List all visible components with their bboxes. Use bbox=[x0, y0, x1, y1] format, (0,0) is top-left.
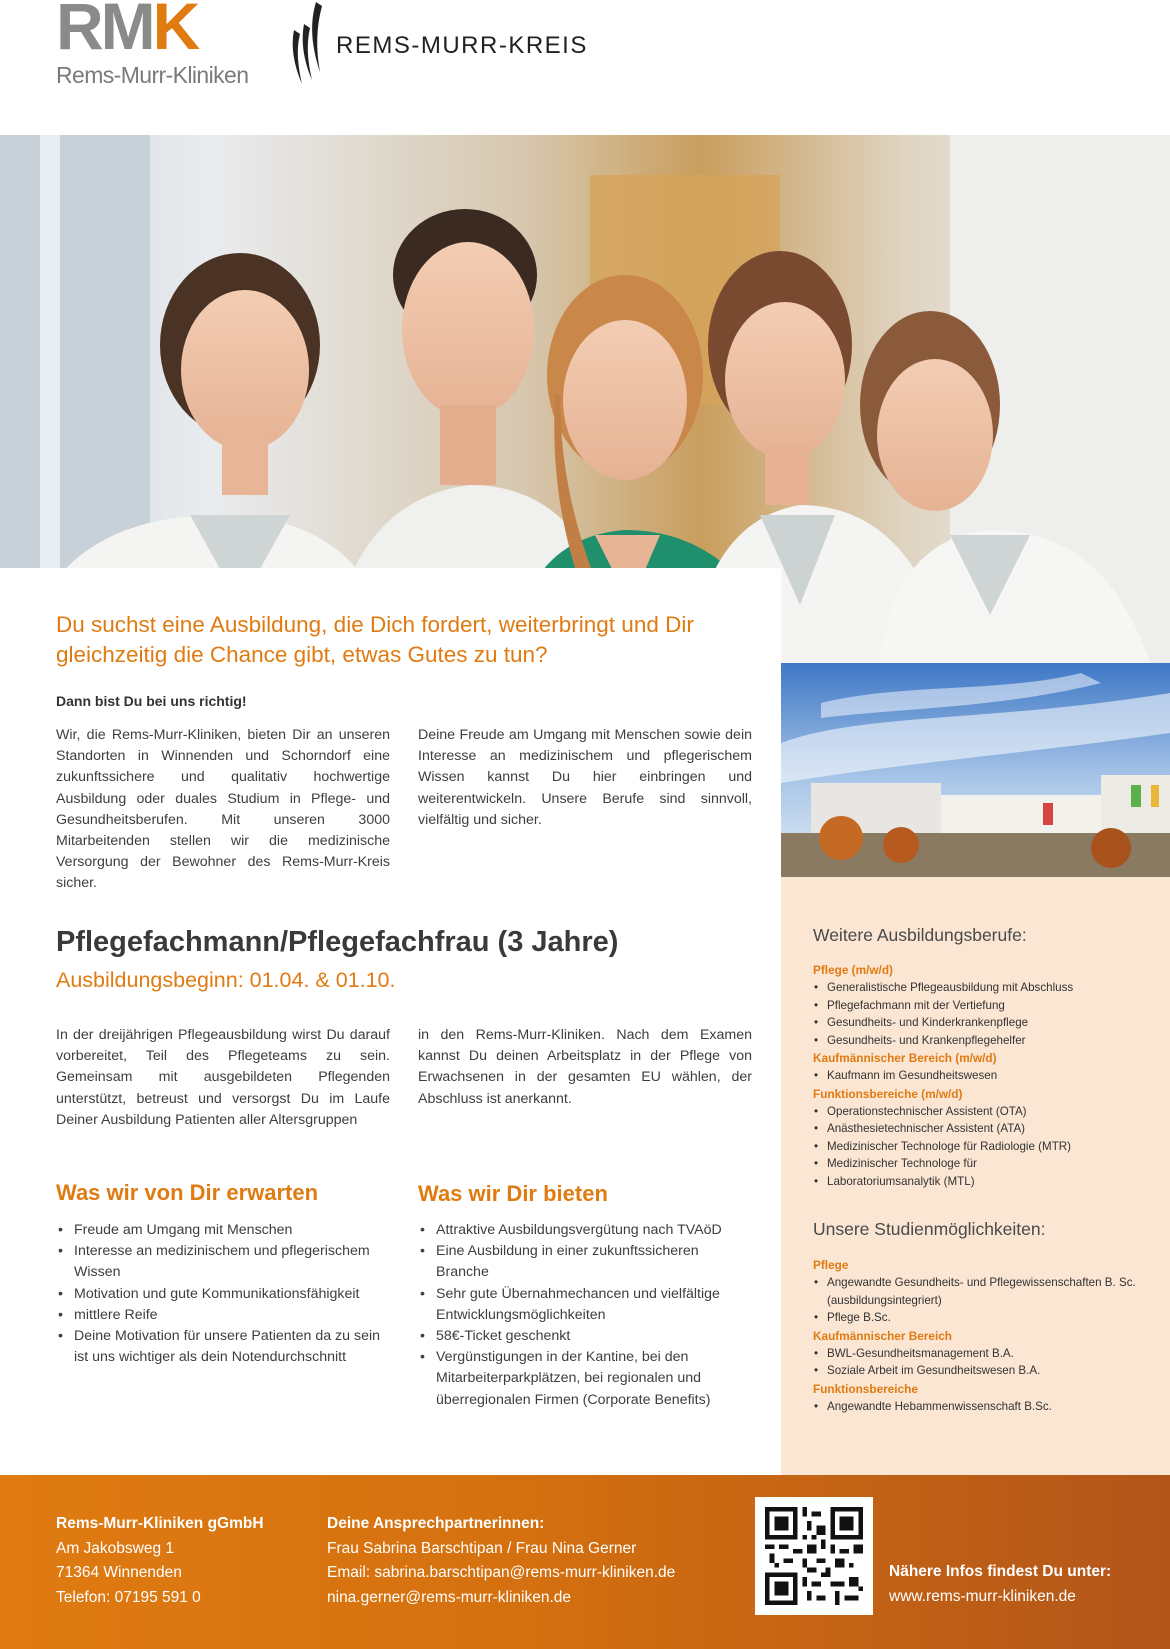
list-item: • Pflege B.Sc. bbox=[813, 1309, 1158, 1327]
study-option-groups bbox=[813, 1257, 1158, 1416]
company-phone[interactable]: Telefon: 07195 591 0 bbox=[56, 1588, 201, 1606]
website-link[interactable]: www.rems-murr-kliniken.de bbox=[889, 1587, 1076, 1605]
list-item: • Gesundheits- und Krankenpflegehelfer bbox=[813, 1032, 1158, 1050]
main-content bbox=[0, 568, 781, 1475]
expectations-list bbox=[56, 1220, 390, 1368]
list-item: • Motivation und gute Kommunikationsfähigkeit bbox=[56, 1284, 390, 1305]
list-item: • Deine Motivation für unsere Patienten da zu sein ist uns wichtiger als dein Notendurchschnitt bbox=[56, 1326, 390, 1368]
contact-heading: Deine Ansprechpartnerinnen: bbox=[327, 1515, 545, 1532]
list-item: • BWL-Gesundheitsmanagement B.A. bbox=[813, 1345, 1158, 1363]
intro-headline: Du suchst eine Ausbildung, die Dich fordert, weiterbringt und Dir gleichzeitig die Chance gibt, etwas Gutes zu tun? bbox=[56, 612, 694, 667]
website-heading: Nähere Infos findest Du unter: bbox=[889, 1563, 1112, 1580]
rmk-logo-name: Rems-Murr-Kliniken bbox=[56, 62, 249, 88]
intro-text-left: Wir, die Rems-Murr-Kliniken, bieten Dir an unseren Standorten in Winnenden und Schorndorf eine zukunftssichere und qualitativ hochwertige Ausbildung oder duales Studium in Pflege- und Gesundheitsberufen. Mit unseren 3000 Mitarbeitenden stellen wir die medizinische Versorgung der Bewohner des Rems-Murr-Kreis sicher. bbox=[56, 727, 390, 892]
job-start-date: Ausbildungsbeginn: 01.04. & 01.10. bbox=[56, 968, 396, 992]
offers-list bbox=[418, 1220, 752, 1411]
list-item: • mittlere Reife bbox=[56, 1305, 390, 1326]
list-item: • Operationstechnischer Assistent (OTA) bbox=[813, 1103, 1158, 1121]
contact-persons bbox=[327, 1512, 675, 1610]
group-title: Funktionsbereiche (m/w/d) bbox=[813, 1086, 963, 1101]
list-item: • Gesundheits- und Kinderkrankenpflege bbox=[813, 1014, 1158, 1032]
list-item: • Eine Ausbildung in einer zukunftssicheren Branche bbox=[418, 1241, 752, 1283]
list-item: • Kaufmann im Gesundheitswesen bbox=[813, 1067, 1158, 1085]
job-title: Pflegefachmann/Pflegefachfrau (3 Jahre) bbox=[56, 926, 619, 958]
further-training-heading: Weitere Ausbildungsberufe: bbox=[813, 925, 1027, 945]
rems-murr-kliniken-logo bbox=[56, 0, 249, 90]
list-item: • Anästhesietechnischer Assistent (ATA) bbox=[813, 1120, 1158, 1138]
expectations-heading: Was wir von Dir erwarten bbox=[56, 1180, 319, 1205]
job-text-right: in den Rems-Murr-Kliniken. Nach dem Examen kannst Du deinen Arbeitsplatz in der Pflege von Erwachsenen in der gesamten EU wählen, der Abschluss ist anerkannt. bbox=[418, 1027, 752, 1107]
contact-email-2[interactable]: nina.gerner@rems-murr-kliniken.de bbox=[327, 1588, 572, 1606]
website-info bbox=[889, 1560, 1111, 1609]
list-item: • Vergünstigungen in der Kantine, bei den Mitarbeiterparkplätzen, bei regionalen und überregionalen Firmen (Corporate Benefits) bbox=[418, 1347, 752, 1411]
list-item: • Medizinischer Technologe für Radiologie (MTR) bbox=[813, 1138, 1158, 1156]
offers-heading: Was wir Dir bieten bbox=[418, 1181, 608, 1206]
contact-footer bbox=[0, 1475, 1170, 1649]
company-street: Am Jakobsweg 1 bbox=[56, 1539, 175, 1557]
rmk-logo-mark: RMK bbox=[56, 0, 198, 63]
kreis-emblem-icon bbox=[286, 0, 336, 90]
further-training-groups bbox=[813, 962, 1158, 1191]
list-item: • Attraktive Ausbildungsvergütung nach TVAöD bbox=[418, 1220, 752, 1241]
kreis-logo-name: REMS-MURR-KREIS bbox=[336, 32, 588, 59]
list-item: • Medizinischer Technologe für bbox=[813, 1155, 1158, 1173]
list-item: • Sehr gute Übernahmechancen und vielfältige Entwicklungsmöglichkeiten bbox=[418, 1284, 752, 1326]
clinic-building-photo bbox=[781, 663, 1170, 877]
job-text-left: In der dreijährigen Pflegeausbildung wirst Du darauf vorbereitet, Teil des Pflegeteams zu sein. Gemeinsam mit ausgebildeten Pflegenden unterstützt, betreust und versorgst Du im Laufe Deiner Ausbildung Patienten aller Altersgruppen bbox=[56, 1027, 390, 1128]
list-item: • Laboratoriumsanalytik (MTL) bbox=[813, 1173, 1158, 1191]
list-item: • Soziale Arbeit im Gesundheitswesen B.A. bbox=[813, 1362, 1158, 1380]
group-title: Pflege (m/w/d) bbox=[813, 963, 893, 977]
intro-text-right: Deine Freude am Umgang mit Menschen sowie dein Interesse an medizinischem und pflegerischem Wissen kannst Du hier einbringen und weiterentwickeln. Unsere Berufe sind sinnvoll, vielfältig und sicher. bbox=[418, 727, 752, 828]
qr-code-icon[interactable] bbox=[755, 1497, 873, 1615]
company-city: 71364 Winnenden bbox=[56, 1564, 182, 1581]
further-training-sidebar bbox=[781, 877, 1170, 1475]
group-title: Kaufmännischer Bereich bbox=[813, 1328, 952, 1343]
contact-names: Frau Sabrina Barschtipan / Frau Nina Gerner bbox=[327, 1539, 637, 1557]
list-item: • Freude am Umgang mit Menschen bbox=[56, 1220, 390, 1241]
list-item: • 58€-Ticket geschenkt bbox=[418, 1326, 752, 1347]
study-options-heading: Unsere Studienmöglichkeiten: bbox=[813, 1219, 1046, 1239]
list-item: • Interesse an medizinischem und pflegerischem Wissen bbox=[56, 1241, 390, 1283]
list-item: • Generalistische Pflegeausbildung mit Abschluss bbox=[813, 979, 1158, 997]
rems-murr-kreis-logo bbox=[286, 0, 586, 90]
group-title: Kaufmännischer Bereich (m/w/d) bbox=[813, 1051, 997, 1065]
company-name: Rems-Murr-Kliniken gGmbH bbox=[56, 1515, 264, 1532]
company-address bbox=[56, 1512, 264, 1610]
list-item: • Angewandte Gesundheits- und Pflegewissenschaften B. Sc. (ausbildungsintegriert) bbox=[813, 1274, 1158, 1309]
contact-email-1[interactable]: Email: sabrina.barschtipan@rems-murr-kliniken.de bbox=[327, 1564, 676, 1581]
group-title: Funktionsbereiche bbox=[813, 1381, 918, 1396]
intro-subheading: Dann bist Du bei uns richtig! bbox=[56, 693, 247, 709]
list-item: • Angewandte Hebammenwissenschaft B.Sc. bbox=[813, 1398, 1158, 1416]
group-title: Pflege bbox=[813, 1258, 849, 1272]
list-item: • Pflegefachmann mit der Vertiefung bbox=[813, 997, 1158, 1015]
